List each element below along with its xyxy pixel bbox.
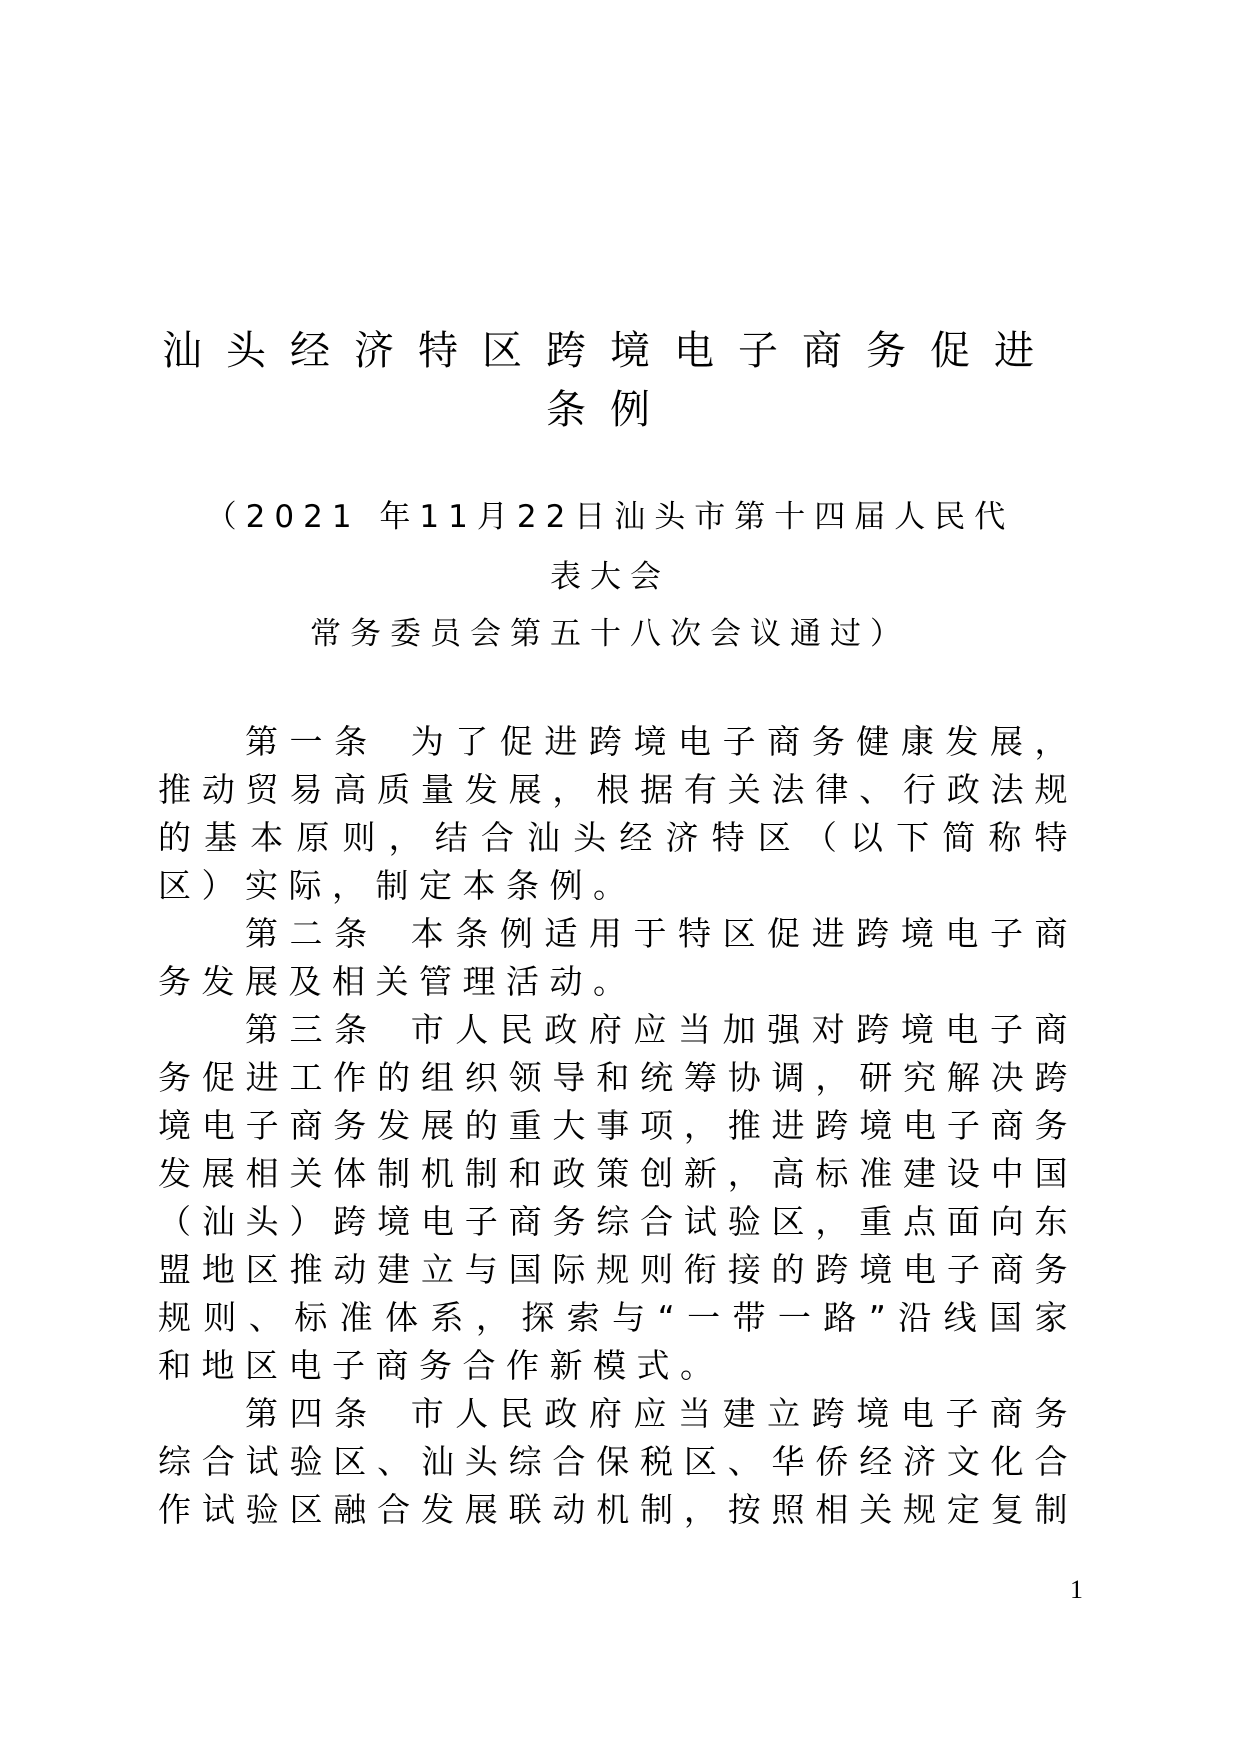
article-body bbox=[158, 718, 1078, 1534]
adoption-note-line-1: （2021 年11月22日汕头市第十四届人民代 bbox=[205, 499, 1015, 535]
article-text: 本条例适用于特区促进跨境电子商务发展及相关管理活动。 bbox=[158, 914, 1079, 1001]
article-text: 市人民政府应当加强对跨境电子商务促进工作的组织领导和统筹协调，研究解决跨境电子商务发展的重大事项，推进跨境电子商务发展相关体制机制和政策创新，高标准建设中国（汕头）跨境电子商务综合试验区，重点面向东盟地区推动建立与国际规则衔接的跨境电子商务规则、标准体系，探索与“一带一路”沿线国家和地区电子商务合作新模式。 bbox=[158, 1010, 1079, 1385]
article-3 bbox=[158, 1006, 1078, 1390]
article-2 bbox=[158, 910, 1078, 1006]
article-4 bbox=[158, 1390, 1078, 1534]
article-number: 第二条 bbox=[245, 914, 379, 953]
page-number: 1 bbox=[1070, 1575, 1083, 1604]
adoption-note-line-2: 表大会 bbox=[550, 559, 670, 595]
document-title-line-1: 汕头经济特区跨境电子商务促进 bbox=[162, 328, 1058, 374]
article-text: 市人民政府应当建立跨境电子商务综合试验区、汕头综合保税区、华侨经济文化合作试验区融合发展联动机制，按照相关规定复制 bbox=[158, 1394, 1079, 1529]
article-1 bbox=[158, 718, 1078, 910]
article-number: 第三条 bbox=[245, 1010, 379, 1049]
article-number: 第一条 bbox=[245, 722, 379, 761]
document-title-line-2: 条例 bbox=[546, 387, 674, 433]
adoption-note-line-3: 常务委员会第五十八次会议通过） bbox=[310, 616, 910, 652]
article-text: 为了促进跨境电子商务健康发展，推动贸易高质量发展，根据有关法律、行政法规的基本原则，结合汕头经济特区（以下简称特区）实际，制定本条例。 bbox=[158, 722, 1079, 905]
article-number: 第四条 bbox=[245, 1394, 379, 1433]
